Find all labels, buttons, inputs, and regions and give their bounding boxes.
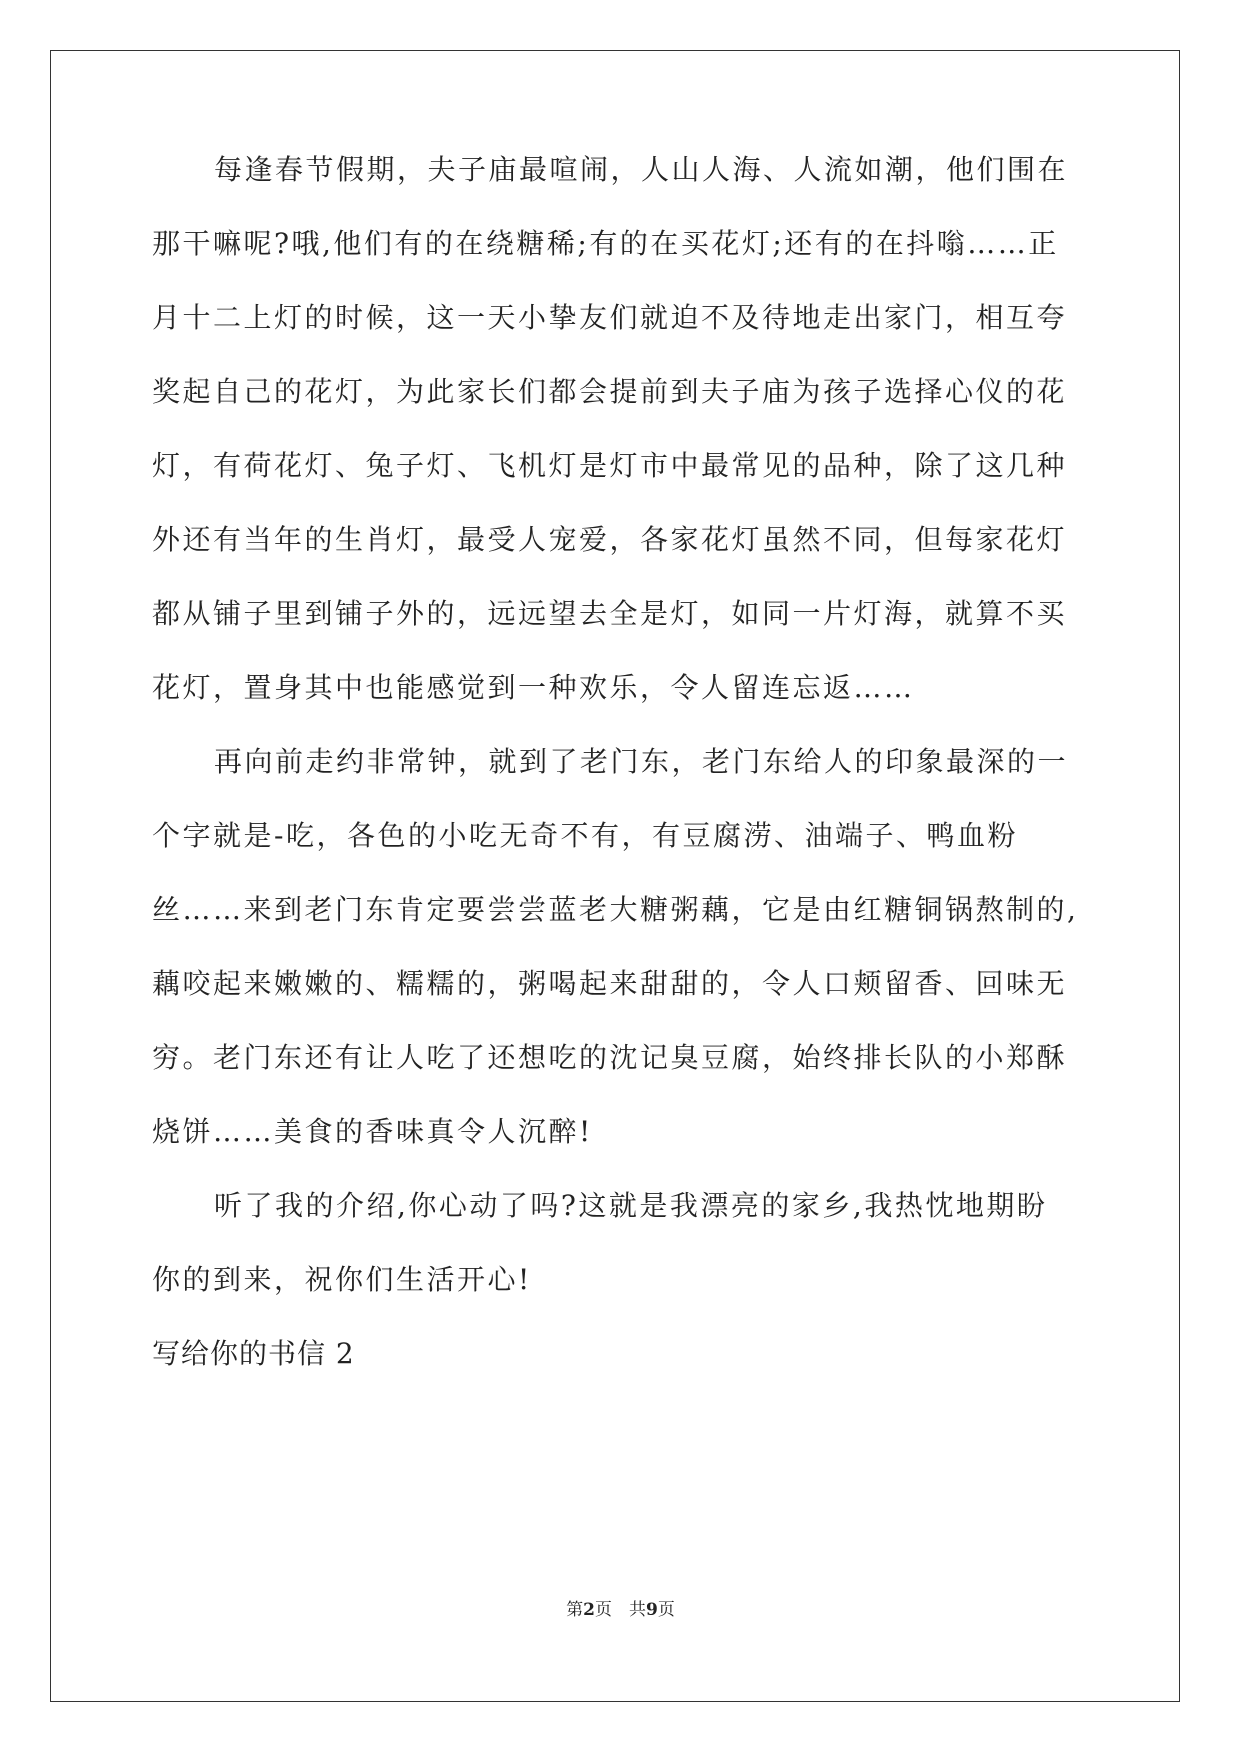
paragraph-3-line-2: 你的到来，祝你们生活开心! [152,1263,532,1296]
section-heading: 写给你的书信 2 [152,1337,355,1370]
paragraph-2-line-1: 再向前走约非常钟，就到了老门东，老门东给人的印象最深的一 [214,745,1069,778]
page-footer [0,1599,1241,1621]
paragraph-2-line-3: 丝……来到老门东肯定要尝尝蓝老大糖粥藕，它是由红糖铜锅熬制的, [152,893,1079,926]
paragraph-2-line-6: 烧饼……美食的香味真令人沉醉! [152,1115,593,1148]
paragraph-2-line-2: 个字就是-吃，各色的小吃无奇不有，有豆腐涝、油端子、鸭血粉 [152,819,1018,852]
page-total-number: 9 [646,1600,658,1620]
paragraph-1-line-7: 都从铺子里到铺子外的，远远望去全是灯，如同一片灯海，就算不买 [152,597,1068,630]
paragraph-2-line-4: 藕咬起来嫩嫩的、糯糯的，粥喝起来甜甜的，令人口颊留香、回味无 [152,967,1068,1000]
paragraph-1-line-2: 那干嘛呢?哦,他们有的在绕糖稀;有的在买花灯;还有的在抖嗡……正 [152,227,1059,260]
paragraph-1-line-5: 灯，有荷花灯、兔子灯、飞机灯是灯市中最常见的品种，除了这几种 [152,449,1068,482]
page-suffix: 页 [657,1600,675,1620]
paragraph-1-line-3: 月十二上灯的时候，这一天小挚友们就迫不及待地走出家门，相互夸 [152,301,1068,334]
paragraph-1-line-8: 花灯，置身其中也能感觉到一种欢乐，令人留连忘返…… [152,671,915,704]
page-border [50,50,1180,1702]
paragraph-1-line-6: 外还有当年的生肖灯，最受人宠爱，各家花灯虽然不同，但每家花灯 [152,523,1068,556]
page-prefix: 第 [566,1600,584,1620]
page-current-number: 2 [583,1600,595,1620]
paragraph-1-line-1: 每逢春节假期，夫子庙最喧闹，人山人海、人流如潮，他们围在 [214,153,1069,186]
paragraph-1-line-4: 奖起自己的花灯，为此家长们都会提前到夫子庙为孩子选择心仪的花 [152,375,1068,408]
page-mid: 页 共 [595,1600,646,1620]
paragraph-2-line-5: 穷。老门东还有让人吃了还想吃的沈记臭豆腐，始终排长队的小郑酥 [152,1041,1068,1074]
paragraph-3-line-1: 听了我的介绍,你心动了吗?这就是我漂亮的家乡,我热忱地期盼 [214,1189,1048,1222]
